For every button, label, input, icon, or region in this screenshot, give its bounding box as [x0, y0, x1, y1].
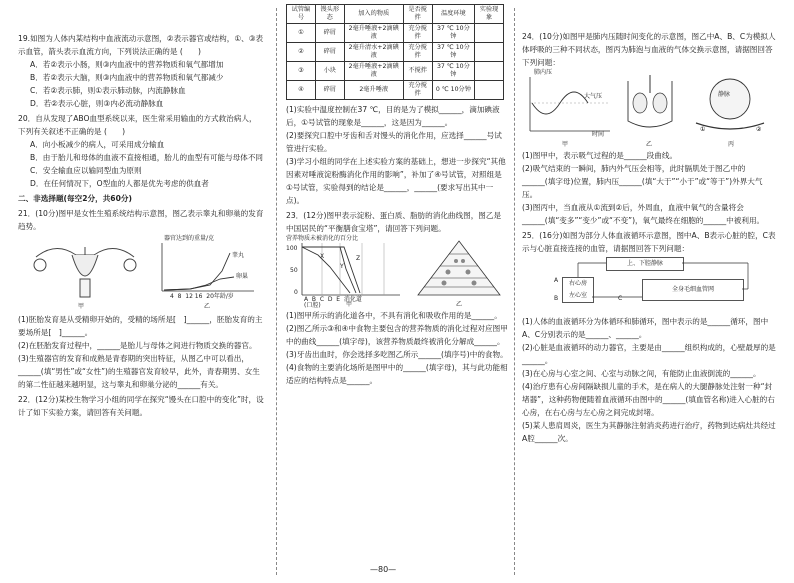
digestion-y0: 0 — [294, 289, 298, 296]
q24-part3: (3)图丙中，当血液从①流到②后，外周血，血液中氧气的含量将会______(填“变多”“变少”或“不变”)，氧气最终在细胞的______中被利用。 — [522, 203, 765, 225]
q23-part3: (3)牙齿出血时，你会选择多吃图乙所示______(填序号)中的食物。 — [286, 350, 508, 359]
q21-stem: 21．(10分)图甲是女性生殖系统结构示意图，图乙表示睾丸和卵巢的发育趋势。 — [18, 209, 264, 231]
table-row — [287, 81, 504, 100]
label-ovary: 卵巢 — [236, 273, 249, 280]
q20-option-c: C．安全输血应以输同型血为原则 — [30, 166, 142, 175]
table-cell: ③ — [287, 62, 316, 81]
growth-chart — [150, 235, 260, 301]
q22-part2: (2)要探究口腔中牙齿和舌对馒头的消化作用，应选择______号试管进行实验。 — [286, 131, 502, 153]
label-time: 时间 — [592, 131, 605, 138]
curve-x-label: X — [320, 253, 325, 260]
page-number: —80— — [370, 565, 397, 574]
table-cell: 37 ℃ 10分钟 — [432, 62, 475, 81]
uterus-diagram — [26, 237, 144, 301]
digestion-xsub: (口腔) — [304, 302, 321, 309]
table-cell: 2毫升唾液+2滴碘液 — [344, 62, 403, 81]
table-cell: 37 ℃ 10分钟 — [432, 43, 475, 62]
circulation-arrows — [522, 255, 752, 315]
box-vena-cava: 上、下腔静脉 — [606, 257, 684, 271]
q19-stem: 19.如图为人体内某结构中血液流动示意图，②表示器官或结构，①、③表示血管，箭头表示血流方向，下列说法正确的是 ( ) — [18, 34, 264, 56]
table-cell: 充分搅拌 — [403, 81, 432, 100]
curve-z-label: Z — [356, 255, 361, 262]
label-atmosphere: 大气压 — [584, 93, 603, 100]
digestion-y100: 100 — [286, 245, 298, 252]
svg-text:①: ① — [700, 126, 706, 133]
table-header: 温度环境 — [432, 5, 475, 24]
table-cell: ④ — [287, 81, 316, 100]
fig-label-yi: 乙 — [456, 301, 463, 308]
label-right-atrium: 右心房 — [568, 280, 587, 287]
circulation-diagram — [522, 255, 776, 315]
fig-label-yi: 乙 — [646, 141, 653, 148]
q22-part3: (3)学习小组的同学在上述实验方案的基础上，想进一步探究“其他因素对唾液淀粉酶消化作用的影响”，补加了④号试管，对照组是①号试管，实验得到的结论是______，______(要求写出其中一点)。 — [286, 157, 506, 205]
fig-label-jia: 甲 — [78, 303, 85, 310]
label-testis: 睾丸 — [232, 252, 245, 259]
table-cell: 37 ℃ 10分钟 — [432, 24, 475, 43]
table-cell — [475, 24, 504, 43]
label-c: C — [618, 295, 623, 302]
column-middle — [286, 0, 508, 583]
table-cell: 2毫升唾液+2滴碘液 — [344, 24, 403, 43]
q24-part2: (2)吸气结束的一瞬间，肺内外气压会相等，此时膈肌处于图乙中的______(填字母)位置，肺内压______(填“大于”“小于”或“等于”)外界大气压。 — [522, 164, 763, 199]
column-divider — [514, 8, 515, 575]
food-pyramid — [416, 239, 502, 297]
table-header: 是否搅拌 — [403, 5, 432, 24]
q25-part1: (1)人体的血液循环分为体循环和肺循环，图中表示的是______循环，图中A、C分别表示的是______、______。 — [522, 317, 769, 339]
digestion-chart-ylabel: 营养物质未被消化的百分比 — [286, 235, 359, 242]
lung-pressure-chart — [526, 73, 612, 137]
q20-option-b: B．由于胎儿和母体的血液不直接相通，胎儿的血型有可能与母体不同 — [30, 153, 264, 162]
digestion-chart — [300, 241, 408, 299]
q19-option-a: A．若②表示小肠，则③内血液中的营养物质和氧气都增加 — [30, 60, 224, 69]
q23-part4: (4)食物的主要消化场所是图甲中的______(填字母)，其与此功能相适应的结构特点是______。 — [286, 363, 508, 385]
column-left — [18, 0, 264, 583]
table-row — [287, 43, 504, 62]
label-vein: 静脉 — [718, 91, 731, 98]
table-cell: 充分搅拌 — [403, 43, 432, 62]
table-cell — [475, 81, 504, 100]
q21-figures — [18, 235, 264, 313]
q19-option-b: B．若②表示大脑，则③内血液中的营养物质和氧气都减少 — [30, 73, 224, 82]
table-cell: 碎屑 — [315, 81, 344, 100]
curve-y-label: Y — [340, 263, 344, 270]
q23-part1: (1)图甲所示的消化道各中，不具有消化和吸收作用的是______。 — [286, 311, 502, 320]
table-cell: 2毫升清水+2滴碘液 — [344, 43, 403, 62]
q24-figures — [522, 69, 776, 149]
table-cell: 碎屑 — [315, 24, 344, 43]
q25-stem: 25．(16分)如图为部分人体血液循环示意图，图中A、B表示心脏的腔，C表示与心脏直接连接的血管，请据图回答下列问题： — [522, 231, 776, 253]
alveolus-diagram — [690, 73, 770, 137]
experiment-table — [286, 4, 504, 100]
column-divider — [276, 8, 277, 575]
fig-label-jia: 甲 — [346, 301, 353, 308]
table-cell: ① — [287, 24, 316, 43]
label-b: B — [554, 295, 559, 302]
q19-option-c: C．若②表示肺，则①表示肺动脉，内流静脉血 — [30, 86, 186, 95]
q23-figures — [286, 235, 508, 309]
q20-stem: 20．自从发现了ABO血型系统以来，医生常采用输血的方式救治病人，下列有关叙述不正确的是 ( ) — [18, 114, 257, 136]
fig-label-jia: 甲 — [562, 141, 569, 148]
label-a: A — [554, 277, 559, 284]
q24-part1: (1)图甲中，表示吸气过程的是______段曲线。 — [522, 151, 678, 160]
q22-stem: 22．(12分)某校生物学习小组的同学在探究“馒头在口腔中的变化”时，设计了如下实验方案，请回答有关问题。 — [18, 395, 264, 417]
growth-chart-ylabel: 器官达到的重量/克 — [164, 235, 215, 242]
q25-part5: (5)某人患肩周炎，医生为其静脉注射消炎药进行治疗，药物到达病灶共经过A腔______次。 — [522, 421, 776, 443]
q23-stem: 23．(12分)图甲表示淀粉、蛋白质、脂肪的消化曲线图，图乙是中国居民的“平衡膳食宝塔”，请回答下列问题。 — [286, 211, 502, 233]
q25-part4: (4)治疗患有心房间隔缺损儿童的手术，是在病人的大腿静脉处注射一种“封堵器”，这种药物便随着血液循环由图中的______(填血管名称)进入心脏的右心房，在右心房与左心房之间完成封堵。 — [522, 382, 775, 417]
q22-part1: (1)实验中温度控制在37 ℃，目的是为了模拟______，滴加碘液后，①号试管的现象是______，这是因为______。 — [286, 105, 500, 127]
column-right — [522, 0, 776, 583]
digestion-y50: 50 — [290, 267, 298, 274]
q25-part2: (2)心脏是血液循环的动力器官，主要是由______组织构成的，心壁最厚的是______。 — [522, 343, 776, 365]
box-capillary: 全身毛细血管网 — [642, 279, 744, 301]
q25-part3: (3)在心房与心室之间、心室与动脉之间，有能防止血液倒流的______。 — [522, 369, 761, 378]
table-cell — [475, 62, 504, 81]
table-header: 馒头形态 — [315, 5, 344, 24]
breathing-model — [618, 73, 682, 137]
q21-part3: (3)生殖器官的发育和成熟是青春期的突出特征，从图乙中可以看出，______(填“男性”或“女性”)的生殖器官发育较早，此外，青春期男、女生的第二性征越来越明显，这与睾丸和卵巢分泌的______有关。 — [18, 354, 260, 389]
table-cell: 碎屑 — [315, 43, 344, 62]
table-row — [287, 62, 504, 81]
q23-part2: (2)图乙所示③和④中食物主要包含的营养物质的消化过程对应图甲中的曲线______(填字母)，该营养物质最终被消化分解成______。 — [286, 324, 508, 346]
q24-stem: 24．(10分)如图甲是肺内压随时间变化的示意图，图乙中A、B、C为模拟人体呼吸的三种不同状态，图丙为肺泡与血液的气体交换示意图，请据图回答下列问题： — [522, 32, 776, 67]
label-left-ventricle: 左心室 — [568, 292, 587, 299]
q21-part1: (1)胚胎发育是从受精卵开始的，受精的场所是[ ]______，胚胎发育的主要场所是[ ]______。 — [18, 315, 263, 337]
svg-text:②: ② — [756, 126, 762, 133]
table-header-row — [287, 5, 504, 24]
table-header: 加入的物质 — [344, 5, 403, 24]
table-cell: ② — [287, 43, 316, 62]
q19-option-d: D．若②表示心脏，则③内必流动静脉血 — [30, 99, 164, 108]
table-row — [287, 24, 504, 43]
table-cell: 小块 — [315, 62, 344, 81]
table-cell: 0 ℃ 10分钟 — [432, 81, 475, 100]
table-header: 试管编号 — [287, 5, 316, 24]
q21-part2: (2)在胚胎发育过程中，______是胎儿与母体之间进行物质交换的器官。 — [18, 341, 257, 350]
growth-chart-xticks: 4 8 12 16 20年龄/岁 — [170, 293, 234, 300]
table-header: 实验现象 — [475, 5, 504, 24]
table-cell: 充分搅拌 — [403, 24, 432, 43]
table-cell: 不搅拌 — [403, 62, 432, 81]
table-cell — [475, 43, 504, 62]
fig-label-yi: 乙 — [204, 303, 211, 310]
fig-label-bing: 丙 — [728, 141, 735, 148]
q20-option-a: A．向小板减少的病人，可采用成分输血 — [30, 140, 165, 149]
q20-option-d: D．在任何情况下，O型血的人都是优先考虑的供血者 — [30, 179, 209, 188]
digestion-xaxis: A B C D E 消化道 — [304, 296, 362, 303]
lung-pressure-ylabel: 肺内压 — [534, 69, 553, 76]
section-heading: 二、非选择题(每空2分，共60分) — [18, 194, 132, 203]
table-cell: 2毫升唾液 — [344, 81, 403, 100]
